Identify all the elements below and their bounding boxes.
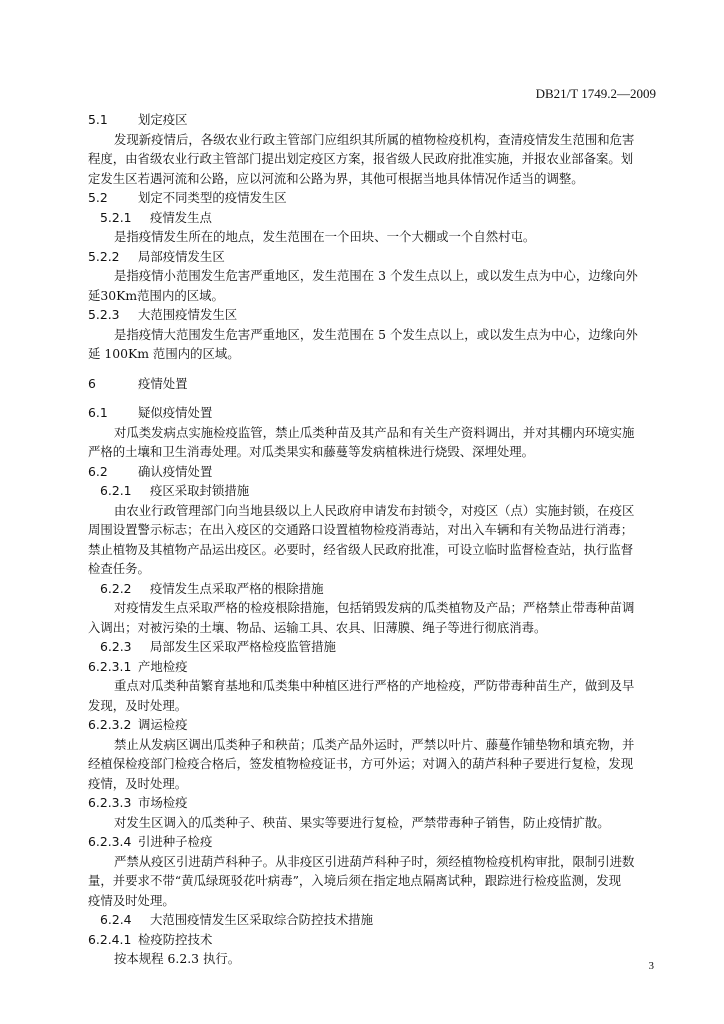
section-heading [88, 832, 654, 852]
body-text-line: 是指疫情小范围发生危害严重地区，发生范围在 3 个发生点以上，或以发生点为中心，边缘向外 [114, 268, 638, 283]
section-number: 6.2.4 [100, 912, 132, 927]
section-title: 检疫防控技术 [138, 931, 213, 947]
section-number: 6.2 [88, 463, 108, 479]
section-title: 大范围疫情发生区 [138, 307, 238, 322]
body-text-line: 入调出；对被污染的土壤、物品、运输工具、农具、旧薄膜、绳子等进行彻底消毒。 [88, 619, 547, 635]
body-text-line: 延 100Km 范围内的区域。 [88, 346, 240, 361]
section-number: 6.2.1 [100, 483, 132, 498]
section-heading [88, 930, 654, 950]
body-text-line: 按本规程 6.2.3 执行。 [114, 951, 241, 966]
section-number: 6.2.3.4 [88, 834, 132, 849]
body-text-line: 严格的土壤和卫生消毒处理。对瓜类果实和藤蔓等发病植株进行烧毁、深埋处理。 [88, 444, 535, 459]
section-heading [88, 481, 654, 501]
body-text-line: 禁止从发病区调出瓜类种子和秧苗；瓜类产品外运时，严禁以叶片、藤蔓作铺垫物和填充物，并 [114, 736, 635, 752]
section-heading [88, 910, 654, 930]
section-heading [88, 715, 654, 735]
section-title: 疑似疫情处置 [138, 405, 213, 420]
body-text-line: 周围设置警示标志；在出入疫区的交通路口设置植物检疫消毒站，对出入车辆和有关物品进行消毒； [88, 522, 634, 537]
body-text-line: 发现，及时处理。 [88, 697, 188, 713]
section-number: 6.1 [88, 405, 108, 420]
body-text-line: 检查任务。 [88, 561, 150, 576]
section-title: 调运检疫 [138, 717, 188, 732]
section-number: 6.2.3.1 [88, 658, 132, 674]
section-title: 划定疫区 [138, 112, 188, 127]
section-heading [88, 793, 654, 813]
section-number: 5.2.3 [88, 307, 120, 322]
body-text-line: 对发生区调入的瓜类种子、秧苗、果实等要进行复检，严禁带毒种子销售，防止疫情扩散。 [114, 814, 610, 830]
section-number: 6.2.3.3 [88, 795, 132, 810]
body-text-line: 禁止植物及其植物产品运出疫区。必要时，经省级人民政府批准，可设立临时监督检查站，执行监督 [88, 541, 634, 557]
section-heading [88, 110, 654, 130]
section-heading [88, 462, 654, 482]
page-number: 3 [648, 960, 654, 972]
section-title: 疫情发生点 [150, 209, 212, 225]
section-title: 局部疫情发生区 [138, 248, 225, 264]
section-number: 6.2.3 [100, 639, 132, 654]
section-number: 6.2.2 [100, 580, 132, 596]
section-number: 5.2.1 [100, 209, 132, 225]
section-title: 市场检疫 [138, 795, 188, 810]
body-text-line: 是指疫情发生所在的地点，发生范围在一个田块、一个大棚或一个自然村屯。 [114, 229, 536, 244]
section-title: 产地检疫 [138, 658, 188, 674]
body-text-line: 发现新疫情后，各级农业行政主管部门应组织其所属的植物检疫机构，查清疫情发生范围和危害 [114, 131, 635, 147]
body-text-line: 由农业行政管理部门向当地县级以上人民政府申请发布封锁令，对疫区（点）实施封锁，在疫区 [114, 502, 635, 518]
body-text-line: 对疫情发生点采取严格的检疫根除措施，包括销毁发病的瓜类植物及产品；严格禁止带毒种苗调 [114, 600, 635, 615]
body-text-line: 严禁从疫区引进葫芦科种子。从非疫区引进葫芦科种子时，须经植物检疫机构审批，限制引进数 [114, 853, 635, 869]
section-title: 疫情发生点采取严格的根除措施 [150, 580, 324, 596]
section-title: 疫区采取封锁措施 [150, 483, 250, 498]
section-title: 引进种子检疫 [138, 834, 213, 849]
body-text-line: 疫情，及时处理。 [88, 775, 188, 791]
section-number: 5.2.2 [88, 248, 120, 264]
body-text-line: 程度，由省级农业行政主管部门提出划定疫区方案，报省级人民政府批准实施，并报农业部备案。划 [88, 151, 634, 166]
section-title: 划定不同类型的疫情发生区 [138, 190, 287, 205]
section-heading [88, 247, 654, 267]
section-number: 6 [88, 375, 96, 391]
section-heading [88, 188, 654, 208]
section-title: 疫情处置 [138, 375, 188, 391]
section-title: 局部发生区采取严格检疫监管措施 [150, 639, 336, 654]
section-heading [88, 374, 654, 394]
section-title: 大范围疫情发生区采取综合防控技术措施 [150, 912, 374, 927]
section-number: 6.2.4.1 [88, 931, 132, 947]
body-text-line: 经植保检疫部门检疫合格后，签发植物检疫证书，方可外运；对调入的葫芦科种子要进行复检，发现 [88, 756, 634, 771]
section-heading [88, 637, 654, 657]
section-heading [88, 579, 654, 599]
section-gap [88, 393, 654, 403]
body-text-line: 延30Km范围内的区域。 [88, 287, 224, 303]
section-heading [88, 305, 654, 325]
section-title: 确认疫情处置 [138, 463, 213, 479]
section-heading [88, 657, 654, 677]
document-body [88, 110, 654, 969]
section-number: 5.1 [88, 112, 108, 127]
body-text-line: 重点对瓜类种苗繁育基地和瓜类集中种植区进行严格的产地检疫，严防带毒种苗生产，做到及早 [114, 678, 635, 693]
section-heading [88, 208, 654, 228]
section-number: 6.2.3.2 [88, 717, 132, 732]
section-gap [88, 364, 654, 374]
section-number: 5.2 [88, 190, 108, 205]
body-text-line: 是指疫情大范围发生危害严重地区，发生范围在 5 个发生点以上，或以发生点为中心，边缘向外 [114, 326, 638, 342]
standard-code: DB21/T 1749.2—2009 [535, 86, 656, 101]
body-text-line: 定发生区若遇河流和公路，应以河流和公路为界，其他可根据当地具体情况作适当的调整。 [88, 170, 584, 186]
body-text-line: 量，并要求不带“黄瓜绿斑驳花叶病毒”，入境后须在指定地点隔离试种，跟踪进行检疫监测，发现 [88, 873, 622, 888]
body-text-line: 疫情及时处理。 [88, 892, 175, 908]
section-heading [88, 403, 654, 423]
body-text-line: 对瓜类发病点实施检疫监管，禁止瓜类种苗及其产品和有关生产资料调出，并对其棚内环境实施 [114, 424, 635, 440]
